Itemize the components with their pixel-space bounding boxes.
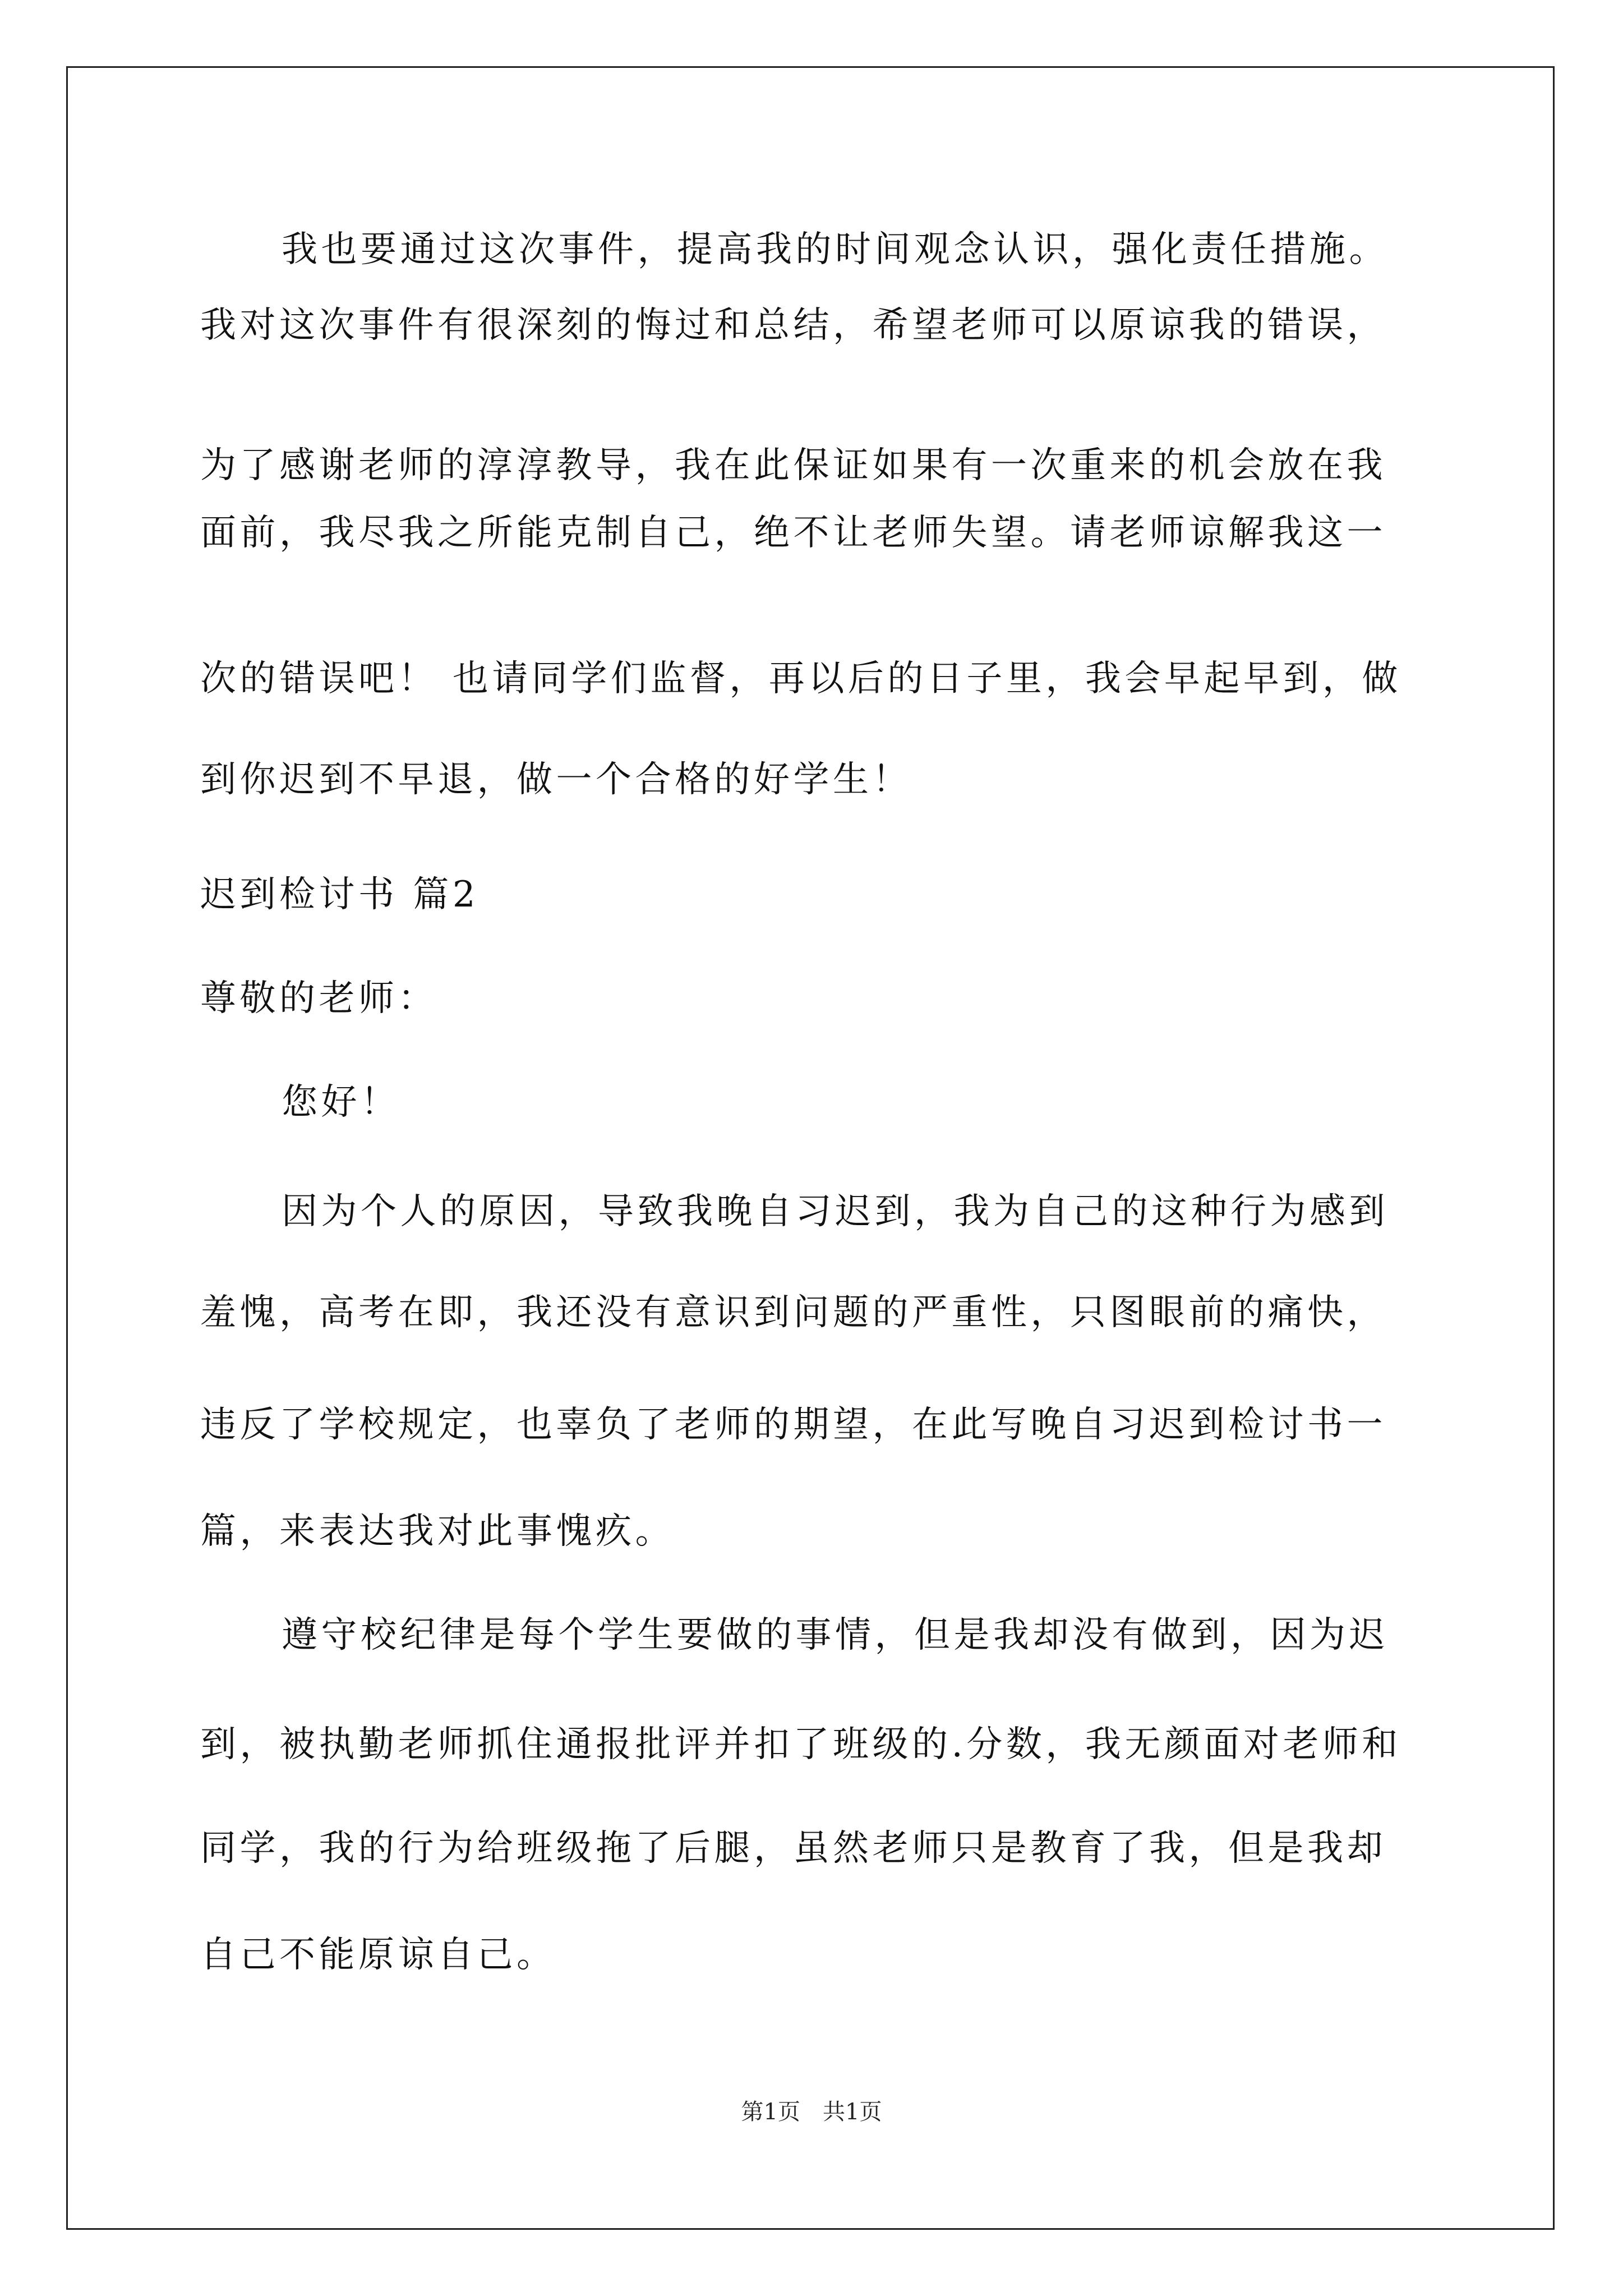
salutation: 尊敬的老师： <box>200 978 437 1019</box>
paragraph-line: 羞愧，高考在即，我还没有意识到问题的严重性，只图眼前的痛快， <box>200 1292 1386 1333</box>
paragraph-line: 为了感谢老师的淳淳教导，我在此保证如果有一次重来的机会放在我 <box>200 445 1386 486</box>
section-heading: 迟到检讨书 篇2 <box>200 874 479 915</box>
paragraph-line: 到，被执勤老师抓住通报批评并扣了班级的.分数，我无颜面对老师和 <box>200 1724 1401 1765</box>
greeting: 您好！ <box>282 1082 400 1123</box>
paragraph-line: 面前，我尽我之所能克制自己，绝不让老师失望。请老师谅解我这一 <box>200 512 1386 554</box>
paragraph-line: 到你迟到不早退，做一个合格的好学生！ <box>200 759 912 800</box>
paragraph-line: 我也要通过这次事件，提高我的时间观念认识，强化责任措施。 <box>282 229 1389 270</box>
page-number-footer: 第1页 共1页 <box>741 2099 882 2125</box>
paragraph-line: 我对这次事件有很深刻的悔过和总结，希望老师可以原谅我的错误， <box>200 305 1386 346</box>
paragraph-line: 因为个人的原因，导致我晚自习迟到，我为自己的这种行为感到 <box>282 1191 1389 1232</box>
paragraph-line: 遵守校纪律是每个学生要做的事情，但是我却没有做到，因为迟 <box>282 1614 1389 1656</box>
paragraph-line: 自己不能原谅自己。 <box>200 1934 556 1976</box>
paragraph-line: 同学，我的行为给班级拖了后腿，虽然老师只是教育了我，但是我却 <box>200 1828 1386 1869</box>
paragraph-line: 篇，来表达我对此事愧疚。 <box>200 1511 675 1552</box>
paragraph-line: 次的错误吧！ 也请同学们监督，再以后的日子里，我会早起早到，做 <box>200 658 1401 700</box>
paragraph-line: 违反了学校规定，也辜负了老师的期望，在此写晚自习迟到检讨书一 <box>200 1404 1386 1446</box>
page-border <box>66 66 1555 2230</box>
